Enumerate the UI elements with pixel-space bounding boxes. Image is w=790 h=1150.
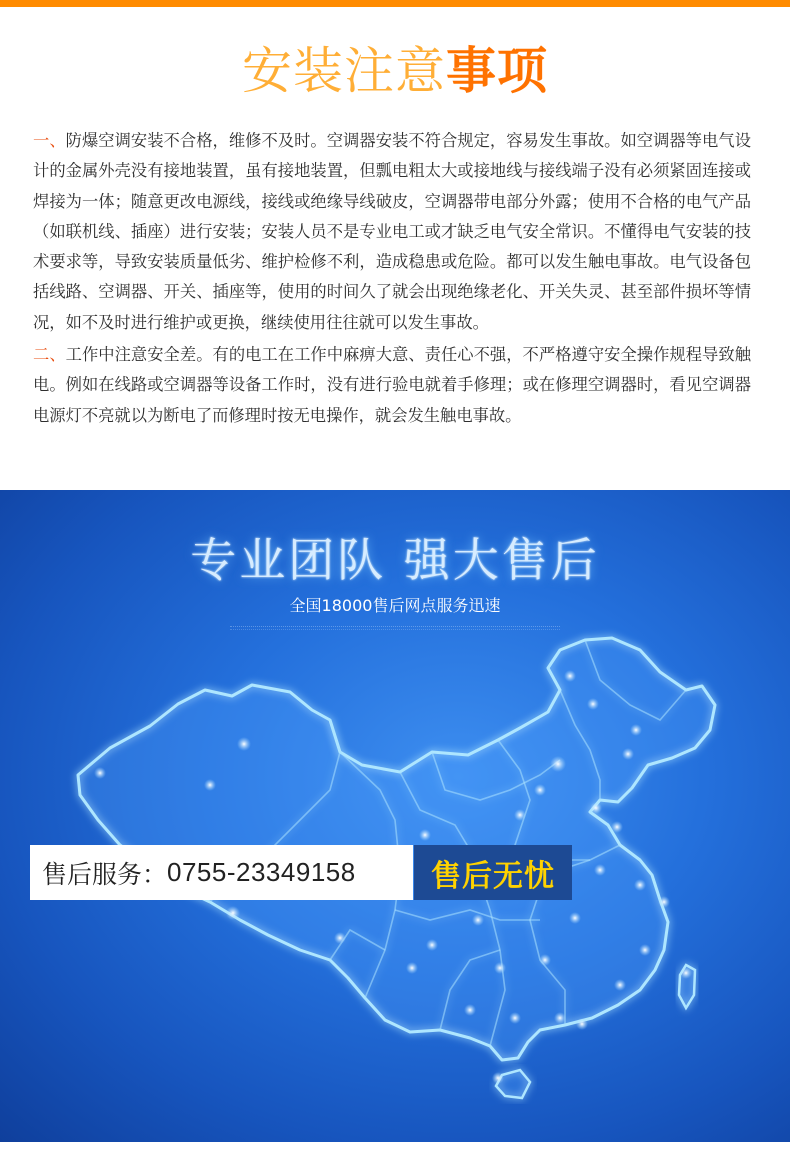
decorative-divider xyxy=(230,626,560,630)
after-sales-badge: 售后无忧 xyxy=(414,845,572,900)
banner-sub-slogan: 全国18000售后网点服务迅速 xyxy=(289,596,501,615)
page-title xyxy=(0,38,790,104)
notice-item-2 xyxy=(33,340,751,431)
notice-list xyxy=(33,126,751,433)
title-strong-part: 事项 xyxy=(446,42,548,100)
notice-text-2: 工作中注意安全差。有的电工在工作中麻痹大意、责任心不强，不严格遵守安全操作规程导致触电。例如在线路或空调器等设备工作时，没有进行验电就着手修理；或在修理空调器时，看见空调器电源灯不亮就以为断电了而修理时按无电操作，就会发生触电事故。 xyxy=(33,345,751,425)
hotline-label: 售后服务： xyxy=(42,859,168,889)
bottom-strip xyxy=(0,1142,790,1150)
after-sales-banner xyxy=(0,490,790,1142)
banner-slogan: 专业团队 强大售后 xyxy=(190,533,600,587)
notice-text-1: 防爆空调安装不合格，维修不及时。空调器安装不符合规定，容易发生事故。如空调器等电气设计的金属外壳没有接地装置，虽有接地装置，但瓢电粗太大或接地线与接线端子没有必须紧固连接或焊接为一体；随意更改电源线，接线或绝缘导线破皮，空调器带电部分外露；使用不合格的电气产品（如联机线、插座）进行安装；安装人员不是专业电工或才缺乏电气安全常识。不懂得电气安装的技术要求等，导致安装质量低劣、维护检修不利，造成稳患或危险。都可以发生触电事故。电气设备包括线路、空调器、开关、插座等，使用的时间久了就会出现绝缘老化、开关失灵、甚至部件损坏等情况，如不及时进行维护或更换，继续使用往往就可以发生事故。 xyxy=(33,131,751,332)
title-light-part: 安装注意 xyxy=(242,42,446,100)
notice-number-1: 一、 xyxy=(33,131,66,150)
hotline-number[interactable]: 0755-23349158 xyxy=(167,857,356,887)
hotline-box xyxy=(30,845,413,900)
top-accent-bar xyxy=(0,0,790,7)
notice-number-2: 二、 xyxy=(33,345,66,365)
notice-item-1 xyxy=(33,126,751,338)
